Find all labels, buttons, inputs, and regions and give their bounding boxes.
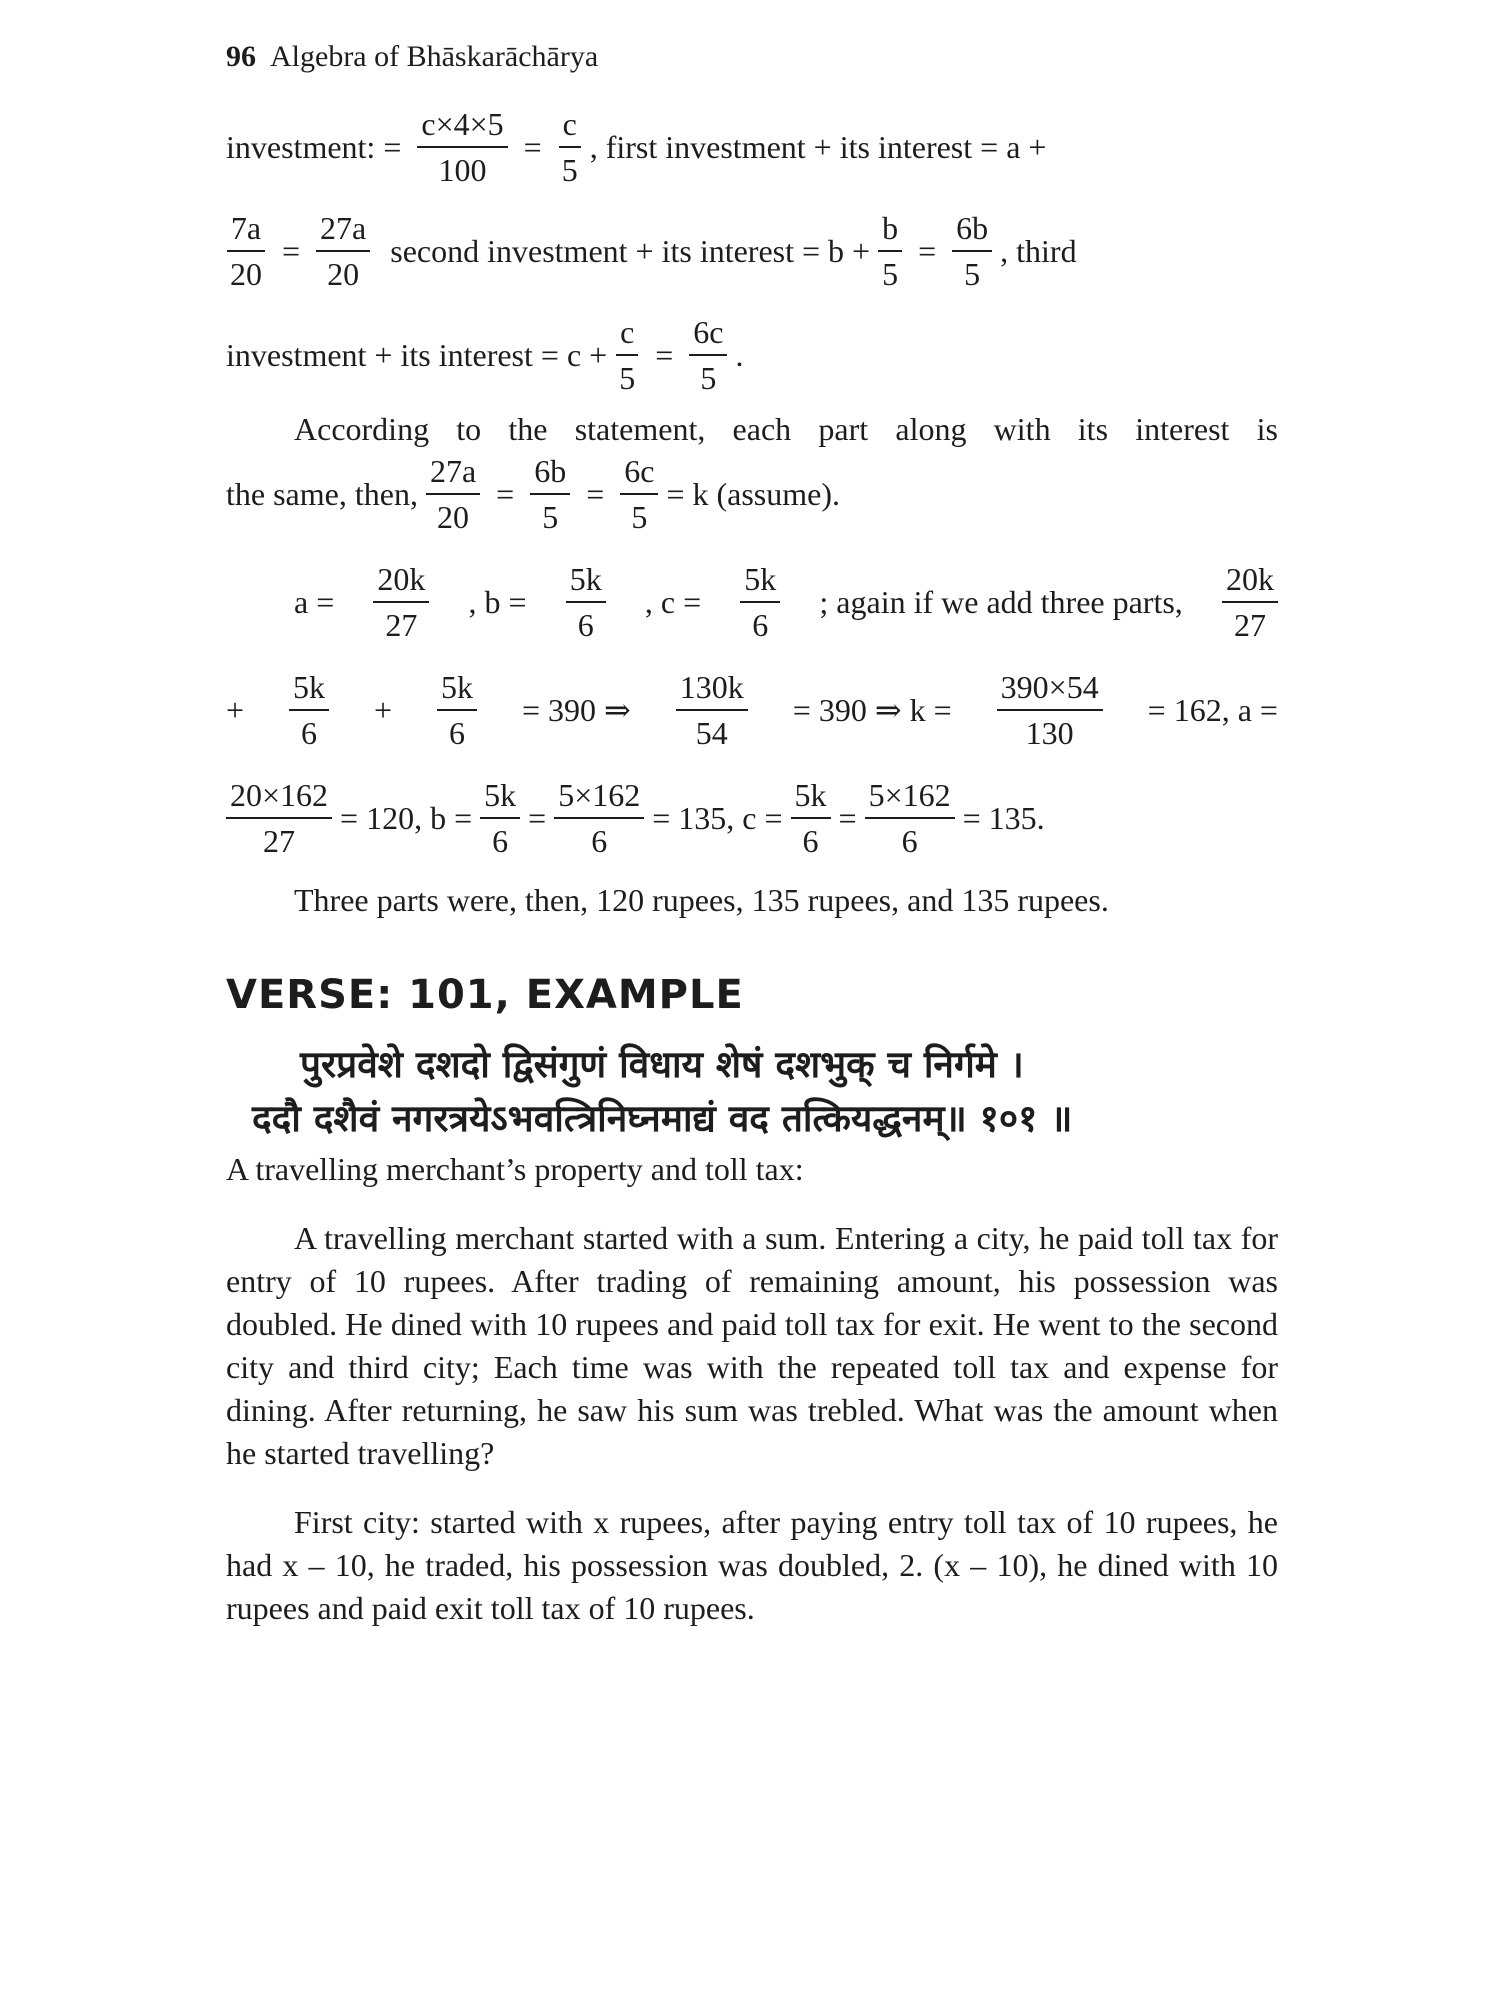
fraction xyxy=(878,212,902,290)
fraction xyxy=(417,108,507,186)
math-text: investment + its interest = c + xyxy=(226,337,608,373)
denominator: 6 xyxy=(591,823,608,859)
denominator: 20 xyxy=(327,256,360,292)
denominator: 6 xyxy=(802,823,819,859)
math-text: = 162, a = xyxy=(1147,692,1278,728)
denominator: 5 xyxy=(964,256,981,292)
numerator: 6b xyxy=(530,455,570,495)
numerator: 130k xyxy=(676,671,748,711)
fraction xyxy=(615,316,639,394)
denominator: 5 xyxy=(542,499,559,535)
denominator: 6 xyxy=(492,823,509,859)
fraction xyxy=(558,108,582,186)
denominator: 27 xyxy=(1233,607,1266,643)
fraction xyxy=(316,212,370,290)
fraction xyxy=(480,779,520,857)
numerator: 5×162 xyxy=(865,779,955,819)
equals-sign: = xyxy=(655,337,674,373)
math-text: , c = xyxy=(644,584,702,620)
math-text: second investment + its interest = b + xyxy=(390,233,871,269)
math-line-2 xyxy=(226,212,1278,290)
math-text: = xyxy=(838,800,857,836)
math-text: = 120, b = xyxy=(340,800,473,836)
fraction xyxy=(689,316,727,394)
denominator: 20 xyxy=(230,256,262,292)
denominator: 6 xyxy=(752,607,769,643)
denominator: 6 xyxy=(901,823,918,859)
equals-sign: = xyxy=(282,233,301,269)
numerator: 5k xyxy=(289,671,329,711)
equals-sign: = xyxy=(918,233,937,269)
numerator: 5k xyxy=(437,671,477,711)
numerator: 6c xyxy=(620,455,658,495)
numerator: 390×54 xyxy=(997,671,1103,711)
math-text: = 390 ⇒ k = xyxy=(792,692,952,728)
denominator: 6 xyxy=(449,715,465,751)
fraction xyxy=(437,671,477,749)
equals-sign: = xyxy=(586,476,605,512)
math-line-8 xyxy=(226,779,1278,857)
fraction xyxy=(952,212,992,290)
numerator: c xyxy=(616,316,638,356)
fraction xyxy=(997,671,1103,749)
equals-sign: = xyxy=(496,476,515,512)
numerator: 27a xyxy=(426,455,480,495)
math-text: , first investment + its interest = a + xyxy=(589,129,1047,165)
math-text: ; again if we add three parts, xyxy=(819,584,1183,620)
numerator: 20k xyxy=(373,563,429,603)
fraction xyxy=(226,779,332,857)
math-text: a = xyxy=(294,584,335,620)
numerator: 5k xyxy=(566,563,606,603)
math-text: = k (assume). xyxy=(666,476,840,512)
numerator: 20×162 xyxy=(226,779,332,819)
numerator: 6c xyxy=(689,316,727,356)
fraction xyxy=(791,779,831,857)
denominator: 27 xyxy=(385,607,418,643)
fraction xyxy=(620,455,658,533)
numerator: b xyxy=(878,212,902,252)
fraction xyxy=(865,779,955,857)
math-line-5 xyxy=(226,455,1278,533)
denominator: 6 xyxy=(577,607,594,643)
sanskrit-verse-line-2: ददौ दशैवं नगरत्रयेऽभवत्त्रिनिघ्नमाद्यं वद तत्कियद्धनम्॥ १०१ ॥ xyxy=(252,1097,1073,1140)
math-text: + xyxy=(373,692,393,728)
math-text: investment: xyxy=(226,129,376,165)
verse-subtitle: A travelling merchant’s property and toll tax: xyxy=(226,1151,804,1187)
numerator: c×4×5 xyxy=(417,108,507,148)
fraction xyxy=(426,455,480,533)
numerator: 5k xyxy=(480,779,520,819)
denominator: 5 xyxy=(882,256,899,292)
denominator: 54 xyxy=(695,715,728,751)
equals-sign: = xyxy=(383,129,402,165)
verse-heading: VERSE: 101, EXAMPLE xyxy=(226,972,744,1018)
math-text: . xyxy=(735,337,744,373)
math-text: = 135, c = xyxy=(652,800,783,836)
math-text: , third xyxy=(1000,233,1077,269)
page-number: 96 xyxy=(226,40,256,73)
math-text: = 390 ⇒ xyxy=(521,692,631,728)
equals-sign: = xyxy=(523,129,542,165)
fraction xyxy=(226,212,266,290)
statement-intro: According to the statement, each part along with its interest is xyxy=(294,411,1278,447)
math-text: + xyxy=(226,692,245,728)
fraction xyxy=(1222,563,1278,641)
denominator: 5 xyxy=(619,360,636,396)
fraction xyxy=(676,671,748,749)
fraction xyxy=(289,671,329,749)
math-line-1 xyxy=(226,108,1278,186)
book-title: Algebra of Bhāskarāchārya xyxy=(270,40,599,73)
denominator: 27 xyxy=(263,823,296,859)
denominator: 100 xyxy=(438,152,487,188)
denominator: 6 xyxy=(301,715,318,751)
numerator: 5k xyxy=(740,563,780,603)
math-line-6 xyxy=(226,563,1278,641)
denominator: 5 xyxy=(631,499,648,535)
fraction xyxy=(566,563,606,641)
math-text: the same, then, xyxy=(226,476,418,512)
numerator: 6b xyxy=(952,212,992,252)
denominator: 20 xyxy=(437,499,470,535)
math-text: = 135. xyxy=(962,800,1045,836)
conclusion-paragraph: Three parts were, then, 120 rupees, 135 rupees, and 135 rupees. xyxy=(294,882,1109,918)
numerator: c xyxy=(559,108,581,148)
fraction xyxy=(373,563,429,641)
numerator: 7a xyxy=(227,212,265,252)
numerator: 27a xyxy=(316,212,370,252)
sanskrit-verse-line-1: पुरप्रवेशे दशदो द्विसंगुणं विधाय शेषं दशभुक् च निर्गमे । xyxy=(300,1043,1024,1086)
fraction xyxy=(554,779,644,857)
numerator: 20k xyxy=(1222,563,1278,603)
fraction xyxy=(530,455,570,533)
problem-paragraph: A travelling merchant started with a sum. Entering a city, he paid toll tax for entry of 10 rupees. After trading of remaining amount, his possession was doubled. He dined with 10 rupees and paid toll tax for exit. He went to the second city and third city; Each time was with the repeated toll tax and expense for dining. After returning, he saw his sum was trebled. What was the amount when he started travelling? xyxy=(226,1220,1278,1471)
fraction xyxy=(740,563,780,641)
solution-paragraph: First city: started with x rupees, after paying entry toll tax of 10 rupees, he had x – 10, he traded, his possession was doubled, 2. (x – 10), he dined with 10 rupees and paid exit toll tax of 10 rupees. xyxy=(226,1504,1278,1626)
running-header xyxy=(226,40,1278,74)
math-text: , b = xyxy=(468,584,527,620)
page xyxy=(226,40,1278,1630)
math-line-3 xyxy=(226,316,1278,394)
numerator: 5k xyxy=(791,779,831,819)
denominator: 130 xyxy=(1025,715,1074,751)
denominator: 5 xyxy=(561,152,578,188)
math-text: = xyxy=(528,800,547,836)
denominator: 5 xyxy=(700,360,717,396)
math-line-7 xyxy=(226,671,1278,749)
numerator: 5×162 xyxy=(554,779,644,819)
